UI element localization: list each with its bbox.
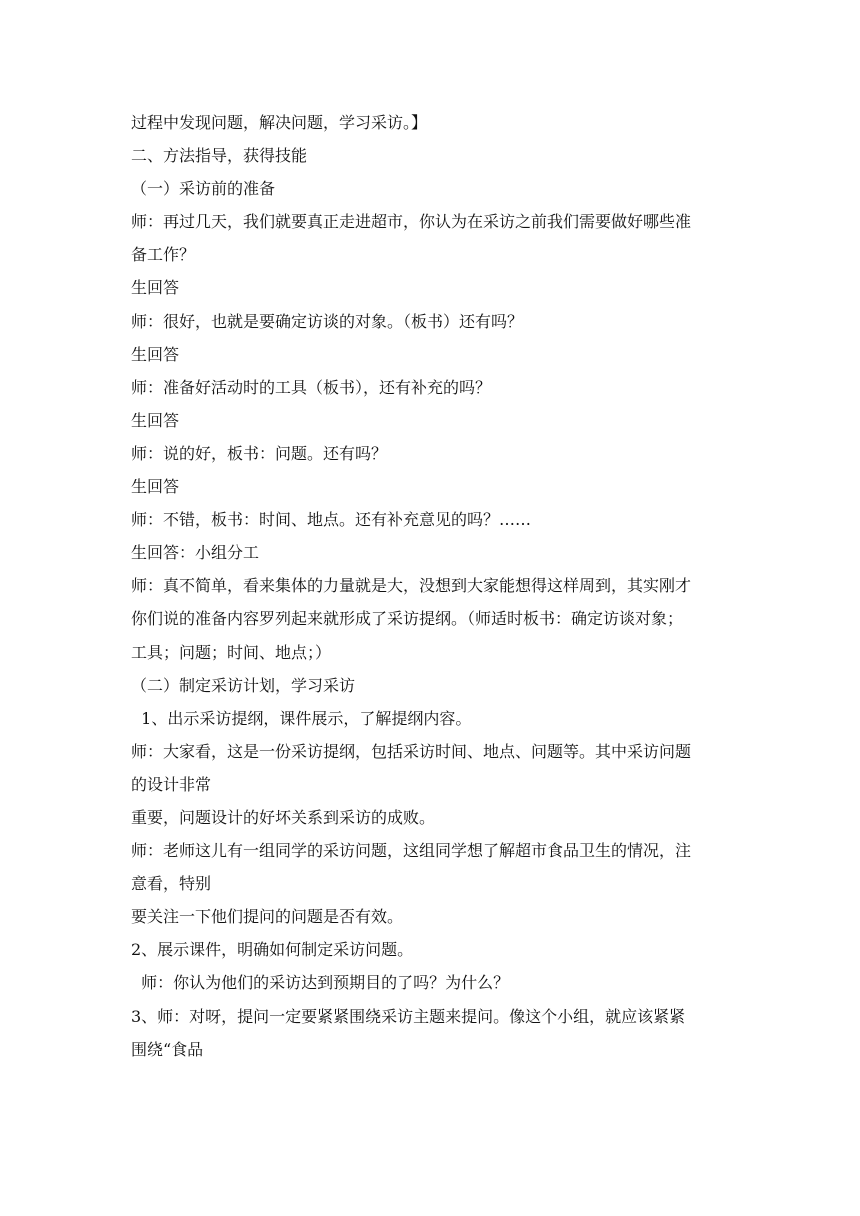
- text-line: 师：不错，板书：时间、地点。还有补充意见的吗？……: [131, 510, 532, 530]
- text-line: 师：老师这儿有一组同学的采访问题，这组同学想了解超市食品卫生的情况，注: [131, 841, 692, 861]
- text-line: 你们说的准备内容罗列起来就形成了采访提纲。（师适时板书：确定访谈对象；: [131, 609, 684, 629]
- text-line: 工具；问题；时间、地点；）: [131, 642, 332, 662]
- text-line: 生回答: [131, 344, 180, 364]
- text-line: 要关注一下他们提问的问题是否有效。: [131, 907, 404, 927]
- text-line: 的设计非常: [131, 774, 212, 794]
- text-line: 师：你认为他们的采访达到预期目的了吗？为什么？: [131, 973, 510, 993]
- document-body: [131, 106, 731, 1066]
- subsection-heading: （二）制定采访计划，学习采访: [131, 675, 356, 695]
- text-line: 师：准备好活动时的工具（板书），还有补充的吗？: [131, 377, 492, 397]
- text-line: 师：大家看，这是一份采访提纲，包括采访时间、地点、问题等。其中采访问题: [131, 741, 692, 761]
- text-line: 过程中发现问题，解决问题，学习采访。】: [131, 113, 428, 132]
- text-line: 师：真不简单，看来集体的力量就是大，没想到大家能想得这样周到，其实刚才: [131, 576, 692, 596]
- text-line: 2、展示课件，明确如何制定采访问题。: [131, 940, 414, 960]
- text-line: 1、出示采访提纲，课件展示，了解提纲内容。: [131, 708, 472, 728]
- text-line: 师：很好，也就是要确定访谈的对象。（板书）还有吗？: [131, 311, 524, 331]
- text-line: 重要，问题设计的好坏关系到采访的成败。: [131, 807, 436, 827]
- subsection-heading: （一）采访前的准备: [131, 179, 276, 199]
- text-line: 意看，特别: [131, 874, 212, 894]
- text-line: 生回答: [131, 477, 180, 497]
- text-line: 生回答: [131, 410, 180, 430]
- text-line: 师：再过几天，我们就要真正走进超市，你认为在采访之前我们需要做好哪些准: [131, 212, 692, 232]
- section-heading: 二、方法指导，获得技能: [131, 146, 308, 166]
- text-line: 生回答：小组分工: [131, 543, 260, 563]
- text-line: 3、师：对呀，提问一定要紧紧围绕采访主题来提问。像这个小组，就应该紧紧: [131, 1006, 686, 1026]
- text-line: 师：说的好，板书：问题。还有吗？: [131, 443, 388, 463]
- text-line: 生回答: [131, 278, 180, 298]
- text-line: 备工作？: [131, 245, 196, 265]
- text-line: 围绕“食品: [131, 1039, 204, 1059]
